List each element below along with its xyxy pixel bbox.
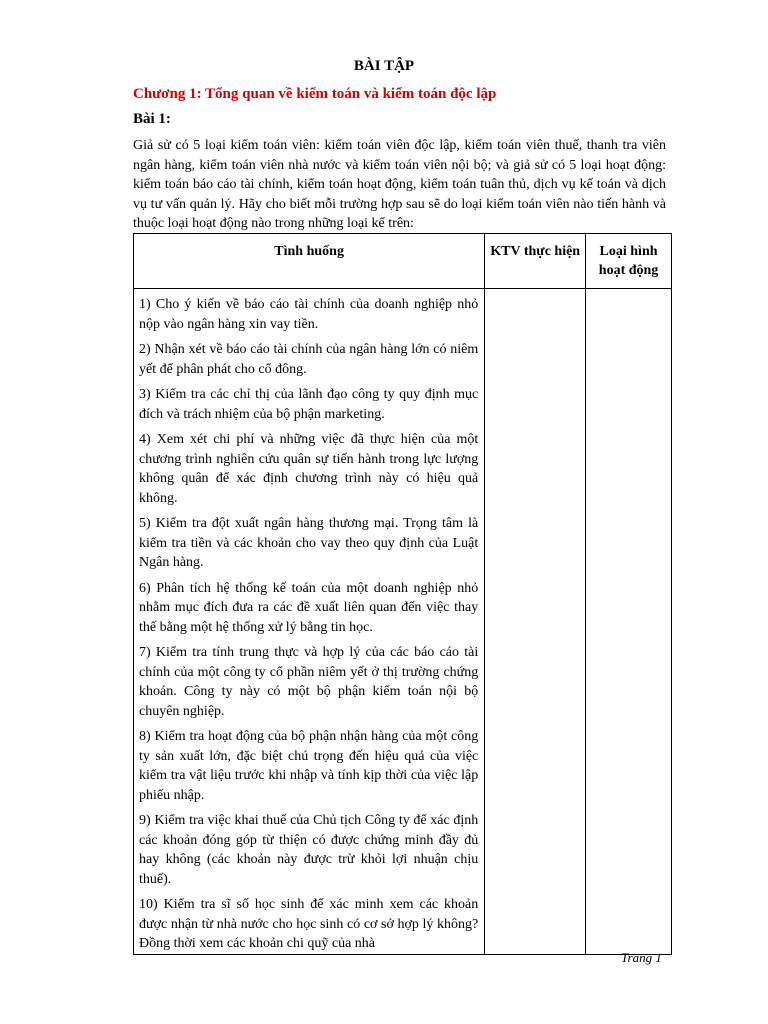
- intro-paragraph: Giả sử có 5 loại kiểm toán viên: kiểm toán viên độc lập, kiểm toán viên thuế, thanh tra viên ngân hàng, kiểm toán viên nhà nước và kiểm toán viên nội bộ; và giả sử có 5 loại hoạt động: kiểm toán báo cáo tài chính, kiểm toán hoạt động, kiểm toán tuân thủ, dịch vụ kế toán và dịch vụ tư vấn quản lý. Hãy cho biết mỗi trường hợp sau sẽ do loại kiểm toán viên nào tiến hành và thuộc loại hoạt động nào trong những loại kể trên:: [133, 138, 666, 232]
- header-auditor: KTV thực hiện: [485, 234, 586, 289]
- situation-9: 9) Kiểm tra việc khai thuế của Chủ tịch Công ty để xác định các khoản đóng góp từ thiện có được chứng minh đầy đủ hay không (các khoản này được trừ khỏi lợi nhuận chịu thuế).: [139, 813, 479, 887]
- page-title: BÀI TẬP: [353, 58, 415, 74]
- page-number: Trang 1: [621, 950, 662, 965]
- activity-answer-cell: [586, 289, 672, 955]
- chapter-heading: Chương 1: Tổng quan về kiểm toán và kiểm toán độc lập: [133, 86, 497, 102]
- header-situation: Tình huống: [134, 234, 485, 289]
- situation-cell: [134, 289, 485, 955]
- header-activity-type: Loại hình hoạt động: [586, 234, 672, 289]
- situation-8: 8) Kiểm tra hoạt động của bộ phận nhận hàng của một công ty sản xuất lớn, đặc biệt chú trọng đến hiệu quả của việc kiểm tra vật liệu trước khi nhập và tính kịp thời của việc lập phiếu nhập.: [139, 729, 479, 803]
- table-row: [134, 289, 672, 955]
- table-header-row: [134, 234, 672, 289]
- lesson-heading: Bài 1:: [133, 111, 171, 127]
- exercise-table: [133, 233, 672, 955]
- situation-1: 1) Cho ý kiến về báo cáo tài chính của doanh nghiệp nhỏ nộp vào ngân hàng xin vay tiền.: [139, 297, 479, 332]
- situation-6: 6) Phân tích hệ thống kế toán của một doanh nghiệp nhỏ nhằm mục đích đưa ra các đề xuất liên quan đến việc thay thế bằng một hệ thống xử lý bằng tin học.: [139, 580, 479, 635]
- situation-3: 3) Kiểm tra các chỉ thị của lãnh đạo công ty quy định mục đích và trách nhiệm của bộ phận marketing.: [139, 387, 479, 422]
- auditor-answer-cell: [485, 289, 586, 955]
- situation-2: 2) Nhận xét về báo cáo tài chính của ngân hàng lớn có niêm yết để phân phát cho cổ đông.: [139, 342, 479, 377]
- situation-4: 4) Xem xét chi phí và những việc đã thực hiện của một chương trình nghiên cứu quân sự tiến hành trong lực lượng không quân để xác định chương trình này có hiệu quả không.: [139, 432, 479, 506]
- situation-7: 7) Kiểm tra tính trung thực và hợp lý của các báo cáo tài chính của một công ty cổ phần niêm yết ở thị trường chứng khoán. Công ty này có một bộ phận kiểm toán nội bộ chuyên nghiệp.: [139, 645, 479, 719]
- situation-5: 5) Kiểm tra đột xuất ngân hàng thương mại. Trọng tâm là kiểm tra tiền và các khoản cho vay theo quy định của Luật Ngân hàng.: [139, 516, 479, 570]
- situation-10: 10) Kiểm tra sĩ số học sinh để xác minh xem các khoản được nhận từ nhà nước cho học sinh có cơ sở hợp lý không? Đồng thời xem các khoản chi quỹ của nhà: [139, 897, 479, 951]
